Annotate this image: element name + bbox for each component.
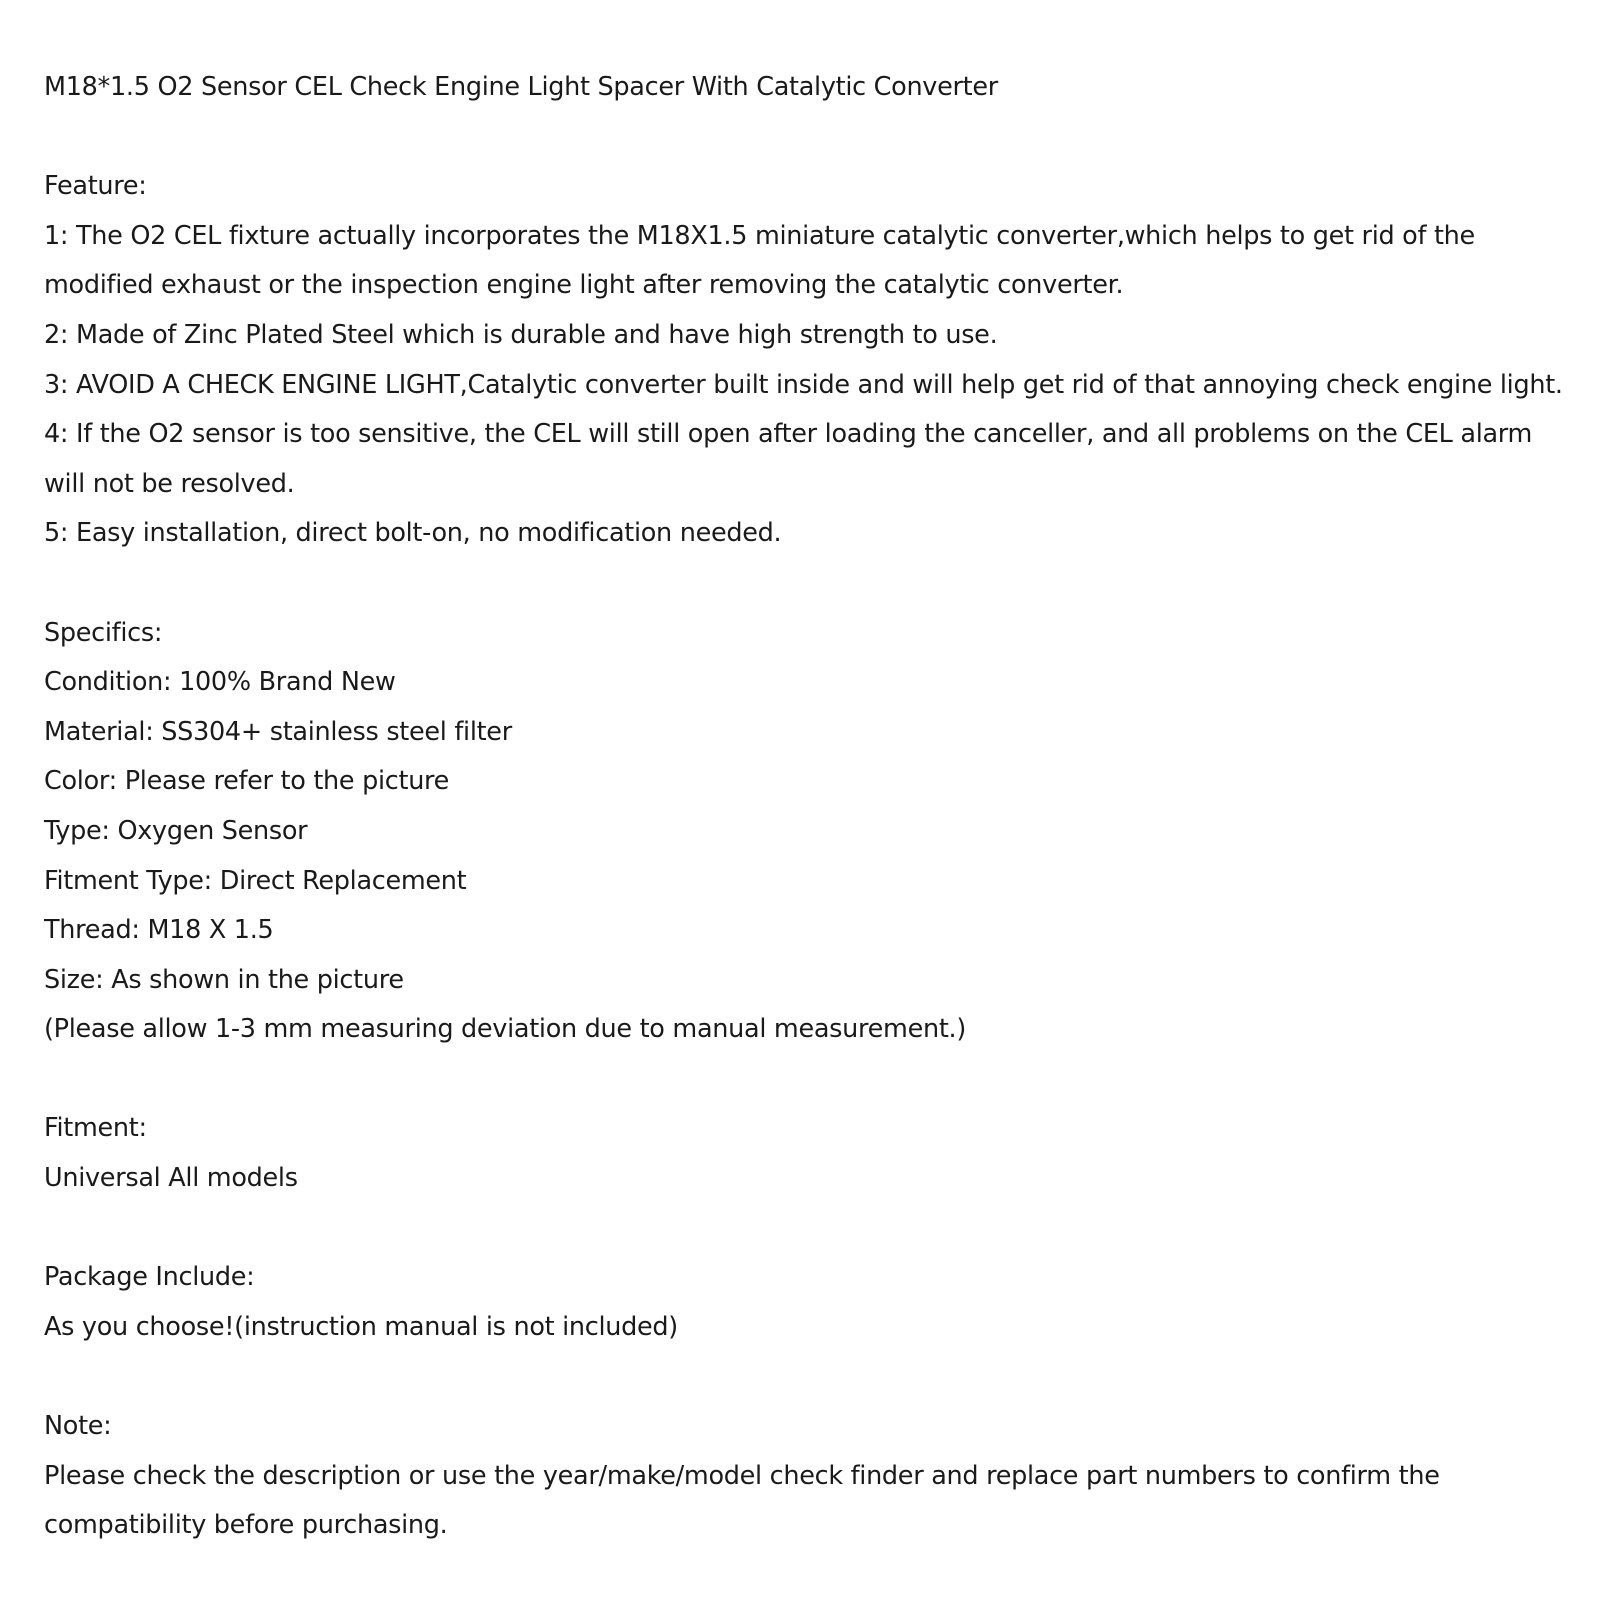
feature-item-1: 1: The O2 CEL fixture actually incorporates the M18X1.5 miniature catalytic converter,which helps to get rid of the [44,220,1475,251]
spacer [44,1055,1584,1105]
fitment-text: Universal All models [44,1163,298,1194]
feature-item-2: 2: Made of Zinc Plated Steel which is durable and have high strength to use. [44,319,998,350]
spacer [44,1352,1584,1402]
note-text: Please check the description or use the year/make/model check finder and replace part numbers to confirm the [44,1460,1440,1491]
spec-condition: Condition: 100% Brand New [44,667,396,698]
spec-type: Type: Oxygen Sensor [44,815,308,846]
spacer [44,113,1584,163]
feature-item-5: 5: Easy installation, direct bolt-on, no modification needed. [44,518,782,549]
note-heading: Note: [44,1411,112,1442]
product-title: M18*1.5 O2 Sensor CEL Check Engine Light Spacer With Catalytic Converter [44,72,998,102]
spacer [44,1204,1584,1254]
spec-fitment-type: Fitment Type: Direct Replacement [44,865,467,896]
spec-material: Material: SS304+ stainless steel filter [44,716,512,747]
package-heading: Package Include: [44,1262,255,1293]
product-description [44,63,1584,1551]
spec-thread: Thread: M18 X 1.5 [44,915,274,946]
spec-size: Size: As shown in the picture [44,964,404,995]
feature-item-4-continued: will not be resolved. [44,468,295,499]
feature-heading: Feature: [44,171,147,202]
specifics-heading: Specifics: [44,617,163,648]
spec-deviation-note: (Please allow 1-3 mm measuring deviation due to manual measurement.) [44,1014,966,1045]
feature-item-3: 3: AVOID A CHECK ENGINE LIGHT,Catalytic converter built inside and will help get rid of that annoying check engine light. [44,369,1563,400]
fitment-heading: Fitment: [44,1113,147,1144]
note-text-continued: compatibility before purchasing. [44,1510,448,1541]
package-text: As you choose!(instruction manual is not included) [44,1311,678,1342]
spacer [44,559,1584,609]
feature-item-4: 4: If the O2 sensor is too sensitive, the CEL will still open after loading the canceller, and all problems on the CEL alarm [44,419,1533,450]
spec-color: Color: Please refer to the picture [44,766,450,797]
feature-item-1-continued: modified exhaust or the inspection engine light after removing the catalytic converter. [44,270,1124,301]
